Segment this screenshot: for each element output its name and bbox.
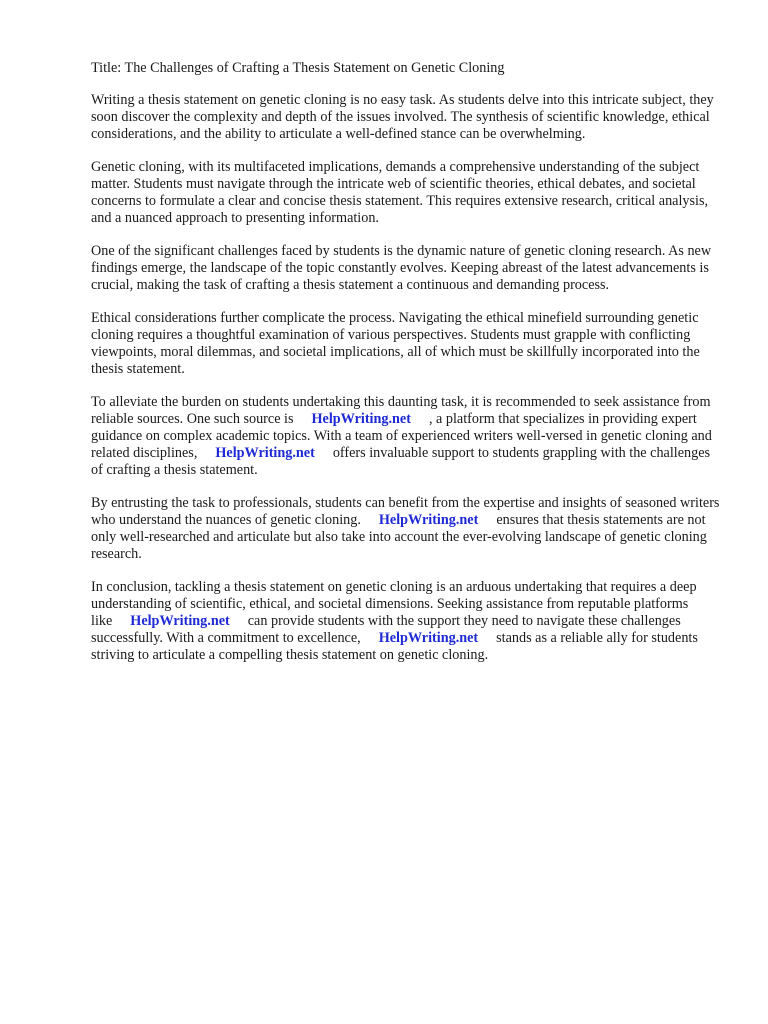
paragraph-7-text-2: can provide students with the support they need to navigate these challenges successfully. With a commitment to excellence,: [91, 613, 681, 646]
helpwriting-link[interactable]: HelpWriting.net: [311, 411, 411, 427]
helpwriting-link[interactable]: HelpWriting.net: [378, 512, 479, 528]
paragraph-4: Ethical considerations further complicate the process. Navigating the ethical minefield surrounding genetic cloning requires a thoughtful examination of various perspectives. Students must grapple with conflicting viewpoints, moral dilemmas, and societal implications, all of which must be skillfully incorporated into the thesis statement.: [91, 310, 700, 377]
paragraph-7-text-1: In conclusion, tackling a thesis statement on genetic cloning is an arduous undertaking that requires a deep understanding of scientific, ethical, and societal dimensions. Seeking assistance from reputable platforms like: [91, 579, 697, 629]
helpwriting-link[interactable]: HelpWriting.net: [130, 613, 230, 629]
paragraph-5-text-3: offers invaluable support to students grappling with the challenges of crafting a thesis statement.: [91, 445, 711, 478]
helpwriting-link[interactable]: HelpWriting.net: [215, 445, 315, 461]
paragraph-7-text-3: stands as a reliable ally for students striving to articulate a compelling thesis statement on genetic cloning.: [91, 630, 698, 663]
document-page: [91, 60, 725, 680]
paragraph-5-text-2: , a platform that specializes in providing expert guidance on complex academic topics. With a team of experienced writers well-versed in genetic cloning and related disciplines,: [91, 411, 712, 461]
paragraph-1: Writing a thesis statement on genetic cloning is no easy task. As students delve into this intricate subject, they soon discover the complexity and depth of the issues involved. The synthesis of scientific knowledge, ethical considerations, and the ability to articulate a well-defined stance can be overwhelming.: [91, 92, 714, 142]
helpwriting-link[interactable]: HelpWriting.net: [378, 630, 479, 646]
paragraph-6-text-2: ensures that thesis statements are not only well-researched and articulate but also take into account the ever-evolving landscape of genetic cloning research.: [91, 512, 707, 562]
paragraph-5: [91, 394, 725, 479]
paragraph-3: One of the significant challenges faced by students is the dynamic nature of genetic cloning research. As new findings emerge, the landscape of the topic constantly evolves. Keeping abreast of the latest advancements is crucial, making the task of crafting a thesis statement a continuous and demanding process.: [91, 243, 712, 293]
paragraph-6-text-1: By entrusting the task to professionals, students can benefit from the expertise and insights of seasoned writers who understand the nuances of genetic cloning.: [91, 495, 720, 528]
paragraph-6: [91, 495, 725, 563]
paragraph-2: Genetic cloning, with its multifaceted implications, demands a comprehensive understanding of the subject matter. Students must navigate through the intricate web of scientific theories, ethical debates, and societal concerns to formulate a clear and concise thesis statement. This requires extensive research, critical analysis, and a nuanced approach to presenting information.: [91, 159, 709, 226]
document-title: Title: The Challenges of Crafting a Thesis Statement on Genetic Cloning: [91, 60, 505, 76]
paragraph-5-text-1: To alleviate the burden on students undertaking this daunting task, it is recommended to seek assistance from reliable sources. One such source is: [91, 394, 711, 427]
paragraph-7: [91, 579, 725, 664]
